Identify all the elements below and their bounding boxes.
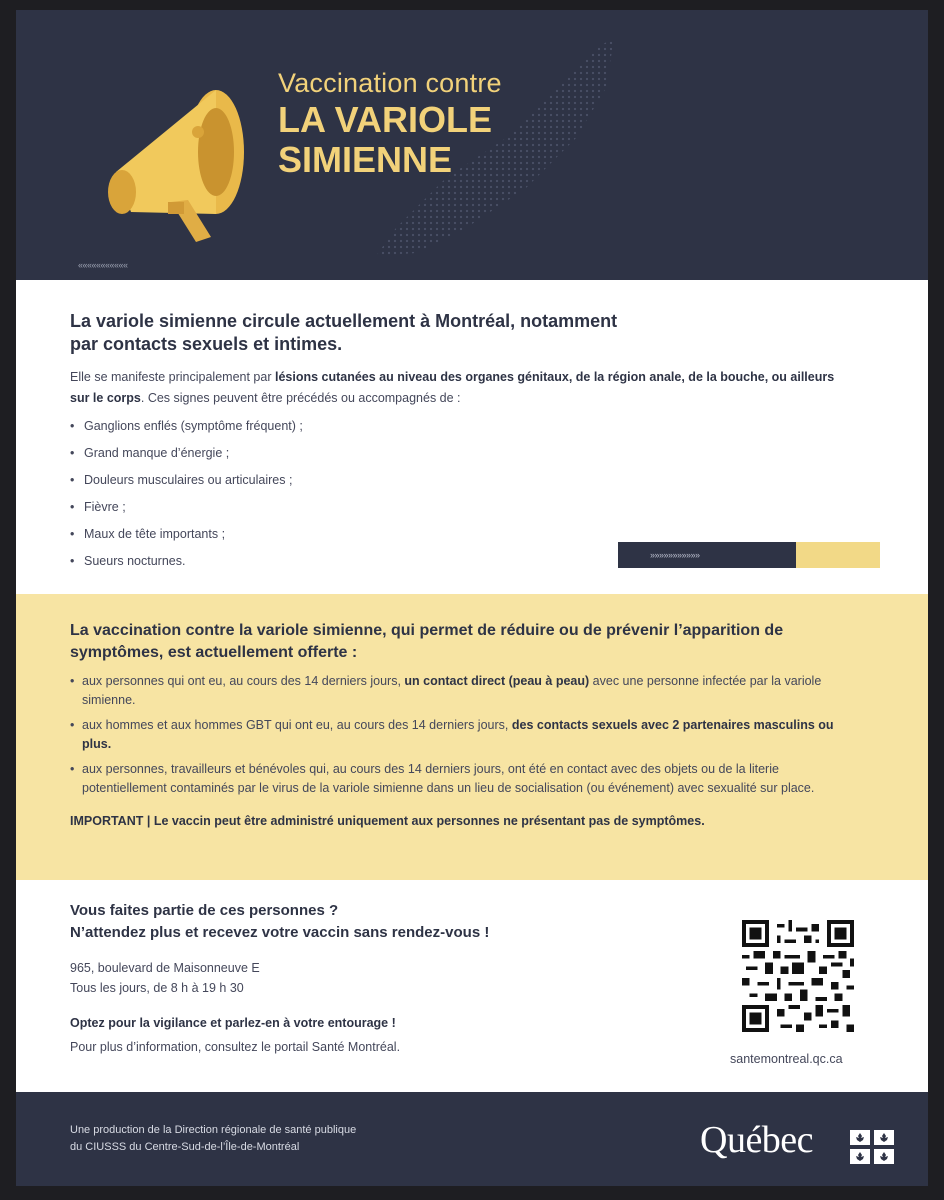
footer — [16, 1092, 928, 1186]
clinic-address: 965, boulevard de Maisonneuve E — [70, 961, 260, 975]
list-item: • Ganglions enflés (symptôme fréquent) ; — [70, 413, 890, 440]
intro-text-end: . Ces signes peuvent être précédés ou accompagnés de : — [140, 391, 461, 405]
clinic-hours: Tous les jours, de 8 h à 19 h 30 — [70, 981, 244, 995]
credit-line1: Une production de la Direction régionale de santé publique — [70, 1124, 357, 1136]
header-banner — [16, 10, 928, 280]
symptoms-heading: La variole simienne circule actuellement à Montréal, notamment par contacts sexuels et intimes. — [70, 311, 618, 354]
symptoms-section — [70, 310, 890, 575]
list-item: • aux personnes, travailleurs et bénévoles qui, au cours des 14 derniers jours, ont été en contact avec des objets ou de la literie potentiellement contaminés par le virus de la variole simienne dans un lieu de socialisation (ou événement) avec sexualité sur place. — [70, 760, 850, 798]
vaccination-heading: La vaccination contre la variole simienne, qui permet de réduire ou de prévenir l’apparition de symptômes, est actuellement offerte : — [70, 622, 784, 661]
clinic-address-block — [70, 958, 630, 998]
important-notice: IMPORTANT | Le vaccin peut être administré uniquement aux personnes ne présentant pas de symptômes. — [70, 814, 705, 828]
eligibility-list — [70, 672, 850, 798]
header-kicker: Vaccination contre — [278, 68, 502, 98]
intro-bold-text: lésions cutanées au niveau des organes génitaux, de la région anale, de la bouche, ou ailleurs sur le corps — [70, 370, 835, 405]
item-bold-text: des contacts sexuels avec 2 partenaires masculins ou plus. — [82, 718, 834, 751]
symptoms-intro — [70, 367, 850, 409]
megaphone-icon — [76, 82, 276, 262]
call-to-action-section — [70, 900, 630, 1054]
item-text: aux hommes et aux hommes GBT qui ont eu, au cours des 14 derniers jours, — [82, 718, 512, 732]
item-text-end: avec une personne infectée par la variole simienne. — [82, 674, 822, 707]
list-item — [70, 672, 850, 710]
list-item — [70, 716, 850, 754]
quebec-flag-icon — [850, 1130, 894, 1164]
cta-heading — [70, 900, 630, 944]
cta-heading-line2: N’attendez plus et recevez votre vaccin sans rendez-vous ! — [70, 924, 490, 941]
list-item: • Sueurs nocturnes. — [70, 548, 890, 575]
production-credit — [70, 1122, 470, 1156]
cta-heading-line1: Vous faites partie de ces personnes ? — [70, 902, 339, 919]
list-item: • Fièvre ; — [70, 494, 890, 521]
qr-code-icon[interactable] — [742, 920, 854, 1032]
page-title: LA VARIOLE SIMIENNE — [278, 99, 492, 180]
decorative-bar-dark: »»»»»»»»»»» — [618, 542, 796, 568]
list-item: • Douleurs musculaires ou articulaires ; — [70, 467, 890, 494]
poster — [16, 10, 928, 1186]
item-text: aux personnes qui ont eu, au cours des 14 derniers jours, — [82, 674, 405, 688]
intro-text: Elle se manifeste principalement par — [70, 370, 275, 384]
more-info-text: Pour plus d’information, consultez le portail Santé Montréal. — [70, 1040, 401, 1054]
list-item: • Maux de tête importants ; — [70, 521, 890, 548]
website-url[interactable]: santemontreal.qc.ca — [730, 1052, 843, 1066]
quebec-logo-text: Québec — [700, 1119, 814, 1161]
vaccination-section — [16, 594, 928, 880]
item-bold-text: un contact direct (peau à peau) — [404, 674, 590, 688]
decorative-bar-yellow — [796, 542, 880, 568]
decorative-chevrons: ««««««««««« — [78, 260, 128, 270]
list-item: • Grand manque d’énergie ; — [70, 440, 890, 467]
vigilance-message: Optez pour la vigilance et parlez-en à votre entourage ! — [70, 1016, 396, 1030]
credit-line2: du CIUSSS du Centre-Sud-de-l’Île-de-Montréal — [70, 1141, 300, 1153]
vaccination-content — [70, 620, 850, 828]
